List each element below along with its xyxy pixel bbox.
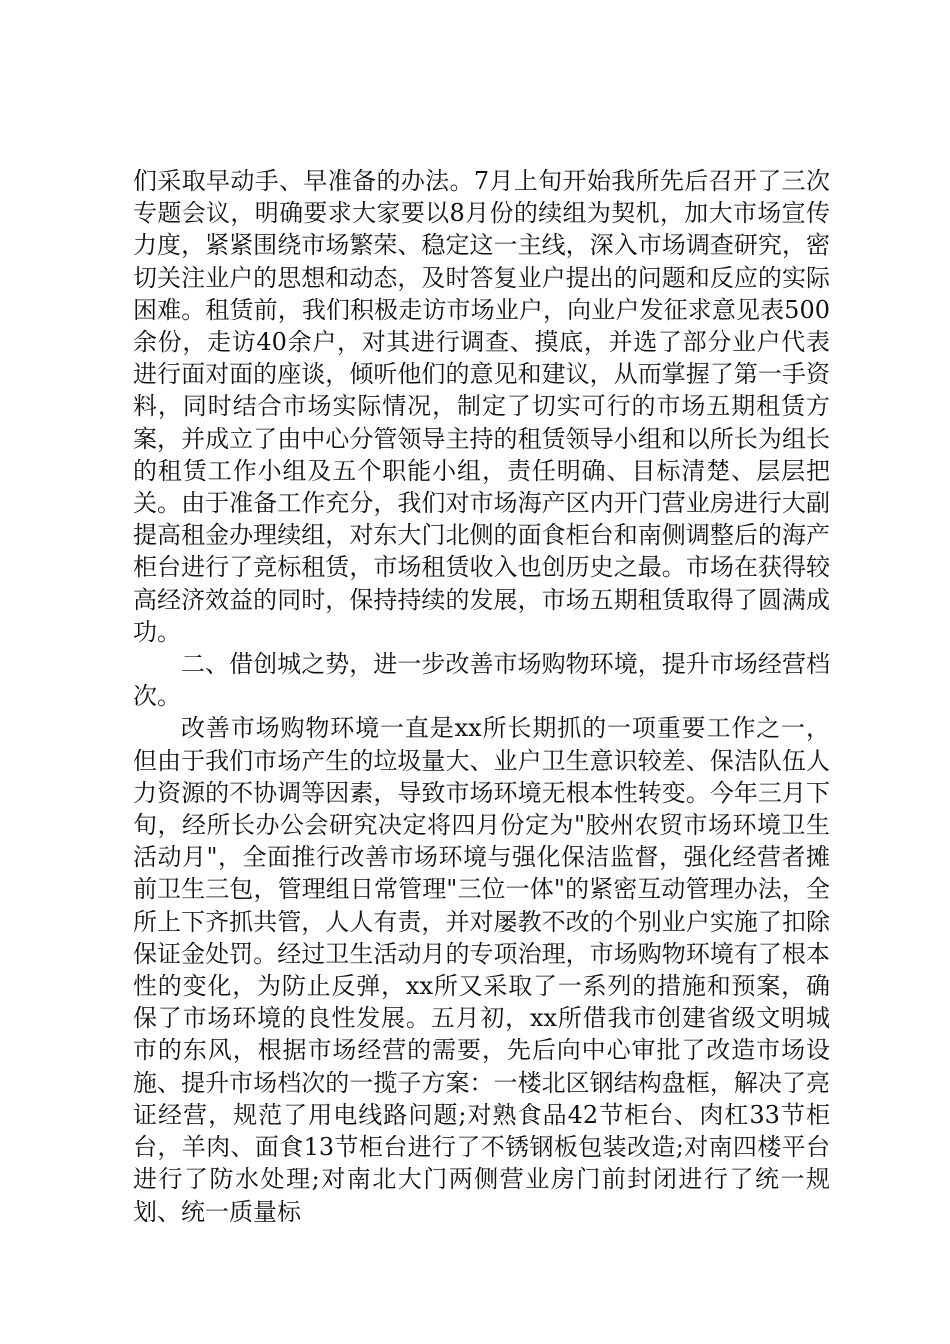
document-body bbox=[133, 165, 830, 1228]
paragraph-environment: 改善市场购物环境一直是xx所长期抓的一项重要工作之一，但由于我们市场产生的垃圾量大、业户卫生意识较差、保洁队伍人力资源的不协调等因素，导致市场环境无根本性转变。今年三月下旬，经所长办公会研究决定将四月份定为"胶州农贸市场环境卫生活动月"，全面推行改善市场环境与强化保洁监督，强化经营者摊前卫生三包，管理组日常管理"三位一体"的紧密互动管理办法，全所上下齐抓共管，人人有责，并对屡教不改的个别业户实施了扣除保证金处罚。经过卫生活动月的专项治理，市场购物环境有了根本性的变化，为防止反弹，xx所又采取了一系列的措施和预案，确保了市场环境的良性发展。五月初，xx所借我市创建省级文明城市的东风，根据市场经营的需要，先后向中心审批了改造市场设施、提升市场档次的一揽子方案：一楼北区钢结构盘框，解决了亮证经营，规范了用电线路问题;对熟食品42节柜台、肉杠33节柜台，羊肉、面食13节柜台进行了不锈钢板包装改造;对南四楼平台进行了防水处理;对南北大门两侧营业房门前封闭进行了统一规划、统一质量标 bbox=[133, 714, 830, 1226]
paragraph-continuation: 们采取早动手、早准备的办法。7月上旬开始我所先后召开了三次专题会议，明确要求大家要以8月份的续组为契机，加大市场宣传力度，紧紧围绕市场繁荣、稳定这一主线，深入市场调查研究，密切关注业户的思想和动态，及时答复业户提出的问题和反应的实际困难。租赁前，我们积极走访市场业户，向业户发征求意见表500余份，走访40余户，对其进行调查、摸底，并选了部分业户代表进行面对面的座谈，倾听他们的意见和建议，从而掌握了第一手资料，同时结合市场实际情况，制定了切实可行的市场五期租赁方案，并成立了由中心分管领导主持的租赁领导小组和以所长为组长的租赁工作小组及五个职能小组，责任明确、目标清楚、层层把关。由于准备工作充分，我们对市场海产区内开门营业房进行大副提高租金办理续组，对东大门北侧的面食柜台和南侧调整后的海产柜台进行了竞标租赁，市场租赁收入也创历史之最。市场在获得较高经济效益的同时，保持持续的发展，市场五期租赁取得了圆满成功。 bbox=[133, 167, 830, 646]
section-heading-two: 二、借创城之势，进一步改善市场购物环境，提升市场经营档次。 bbox=[133, 650, 830, 711]
